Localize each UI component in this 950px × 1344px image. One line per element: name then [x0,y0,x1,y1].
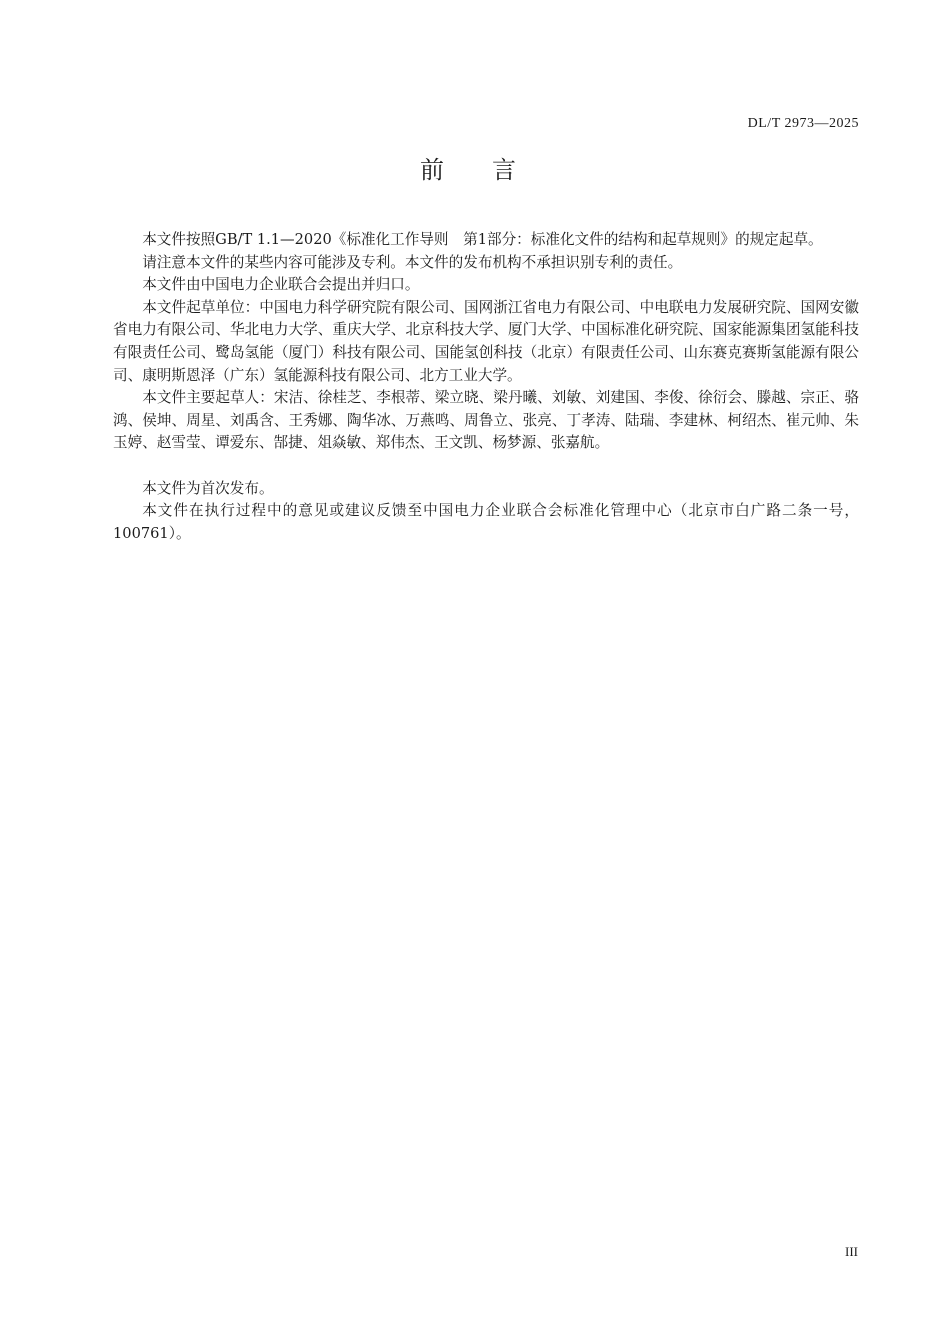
foreword-body [113,229,859,545]
paragraph-patent-notice: 请注意本文件的某些内容可能涉及专利。本文件的发布机构不承担识别专利的责任。 [142,253,683,271]
paragraph-drafting-rules: 本文件按照GB/T 1.1—2020《标准化工作导则 第1部分：标准化文件的结构和起草规则》的规定起草。 [142,231,823,248]
page-title: 前言 [420,156,564,184]
document-code: DL/T 2973—2025 [747,116,859,131]
paragraph-first-release: 本文件为首次发布。 [142,479,274,497]
paragraph-proposer: 本文件由中国电力企业联合会提出并归口。 [142,276,420,294]
paragraph-drafting-units: 本文件起草单位：中国电力科学研究院有限公司、国网浙江省电力有限公司、中电联电力发展研究院、国网安徽省电力有限公司、华北电力大学、重庆大学、北京科技大学、厦门大学、中国标准化研究院、国家能源集团氢能科技有限责任公司、鹭岛氢能（厦门）科技有限公司、国能氢创科技（北京）有限责任公司、山东赛克赛斯氢能源有限公司、康明斯恩泽（广东）氢能源科技有限公司、北方工业大学。 [113,298,859,384]
page-number: III [845,1244,858,1259]
paragraph-drafters: 本文件主要起草人：宋洁、徐桂芝、李根蒂、梁立晓、梁丹曦、刘敏、刘建国、李俊、徐衍会、滕越、宗正、骆鸿、侯坤、周星、刘禹含、王秀娜、陶华冰、万燕鸣、周鲁立、张亮、丁孝涛、陆瑞、李建林、柯绍杰、崔元帅、朱玉婷、赵雪莹、谭爱东、郜捷、俎焱敏、郑伟杰、王文凯、杨梦源、张嘉航。 [113,389,859,452]
paragraph-feedback: 本文件在执行过程中的意见或建议反馈至中国电力企业联合会标准化管理中心（北京市白广路二条一号，100761）。 [113,502,859,542]
